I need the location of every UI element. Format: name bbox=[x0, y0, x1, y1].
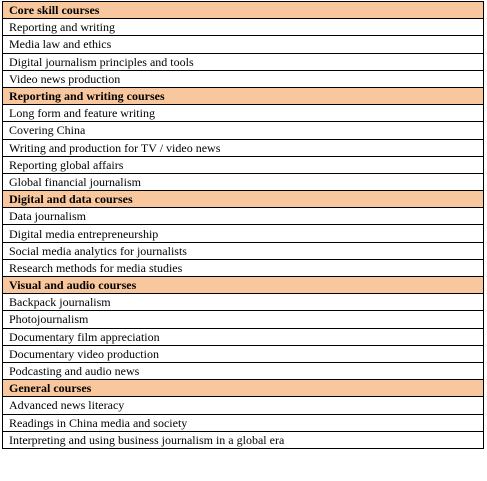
course-name: Documentary video production bbox=[3, 345, 484, 362]
course-name: Video news production bbox=[3, 70, 484, 87]
course-row bbox=[3, 431, 484, 448]
course-name: Media law and ethics bbox=[3, 36, 484, 53]
course-name: Writing and production for TV / video news bbox=[3, 139, 484, 156]
group-header-row bbox=[3, 380, 484, 397]
course-row bbox=[3, 362, 484, 379]
course-row bbox=[3, 414, 484, 431]
course-row bbox=[3, 345, 484, 362]
course-name: Social media analytics for journalists bbox=[3, 242, 484, 259]
course-name: Advanced news literacy bbox=[3, 397, 484, 414]
course-row bbox=[3, 36, 484, 53]
course-row bbox=[3, 259, 484, 276]
group-heading: General courses bbox=[3, 380, 484, 397]
group-header-row bbox=[3, 191, 484, 208]
course-name: Digital journalism principles and tools bbox=[3, 53, 484, 70]
course-row bbox=[3, 70, 484, 87]
course-name: Digital media entrepreneurship bbox=[3, 225, 484, 242]
course-name: Documentary film appreciation bbox=[3, 328, 484, 345]
course-row bbox=[3, 139, 484, 156]
course-name: Data journalism bbox=[3, 208, 484, 225]
course-row bbox=[3, 397, 484, 414]
course-name: Backpack journalism bbox=[3, 294, 484, 311]
course-name: Research methods for media studies bbox=[3, 259, 484, 276]
course-row bbox=[3, 225, 484, 242]
course-name: Interpreting and using business journalism in a global era bbox=[3, 431, 484, 448]
course-name: Global financial journalism bbox=[3, 173, 484, 190]
course-row bbox=[3, 105, 484, 122]
course-row bbox=[3, 208, 484, 225]
group-header-row bbox=[3, 87, 484, 104]
group-heading: Digital and data courses bbox=[3, 191, 484, 208]
course-name: Readings in China media and society bbox=[3, 414, 484, 431]
course-row bbox=[3, 53, 484, 70]
course-row bbox=[3, 122, 484, 139]
course-name: Podcasting and audio news bbox=[3, 362, 484, 379]
course-name: Reporting global affairs bbox=[3, 156, 484, 173]
course-name: Long form and feature writing bbox=[3, 105, 484, 122]
course-row bbox=[3, 328, 484, 345]
group-header-row bbox=[3, 2, 484, 19]
course-row bbox=[3, 19, 484, 36]
group-header-row bbox=[3, 277, 484, 294]
course-row bbox=[3, 156, 484, 173]
course-table bbox=[2, 1, 484, 449]
course-row bbox=[3, 294, 484, 311]
course-name: Photojournalism bbox=[3, 311, 484, 328]
group-heading: Visual and audio courses bbox=[3, 277, 484, 294]
course-name: Reporting and writing bbox=[3, 19, 484, 36]
course-row bbox=[3, 173, 484, 190]
group-heading: Core skill courses bbox=[3, 2, 484, 19]
group-heading: Reporting and writing courses bbox=[3, 87, 484, 104]
course-name: Covering China bbox=[3, 122, 484, 139]
course-row bbox=[3, 311, 484, 328]
course-row bbox=[3, 242, 484, 259]
